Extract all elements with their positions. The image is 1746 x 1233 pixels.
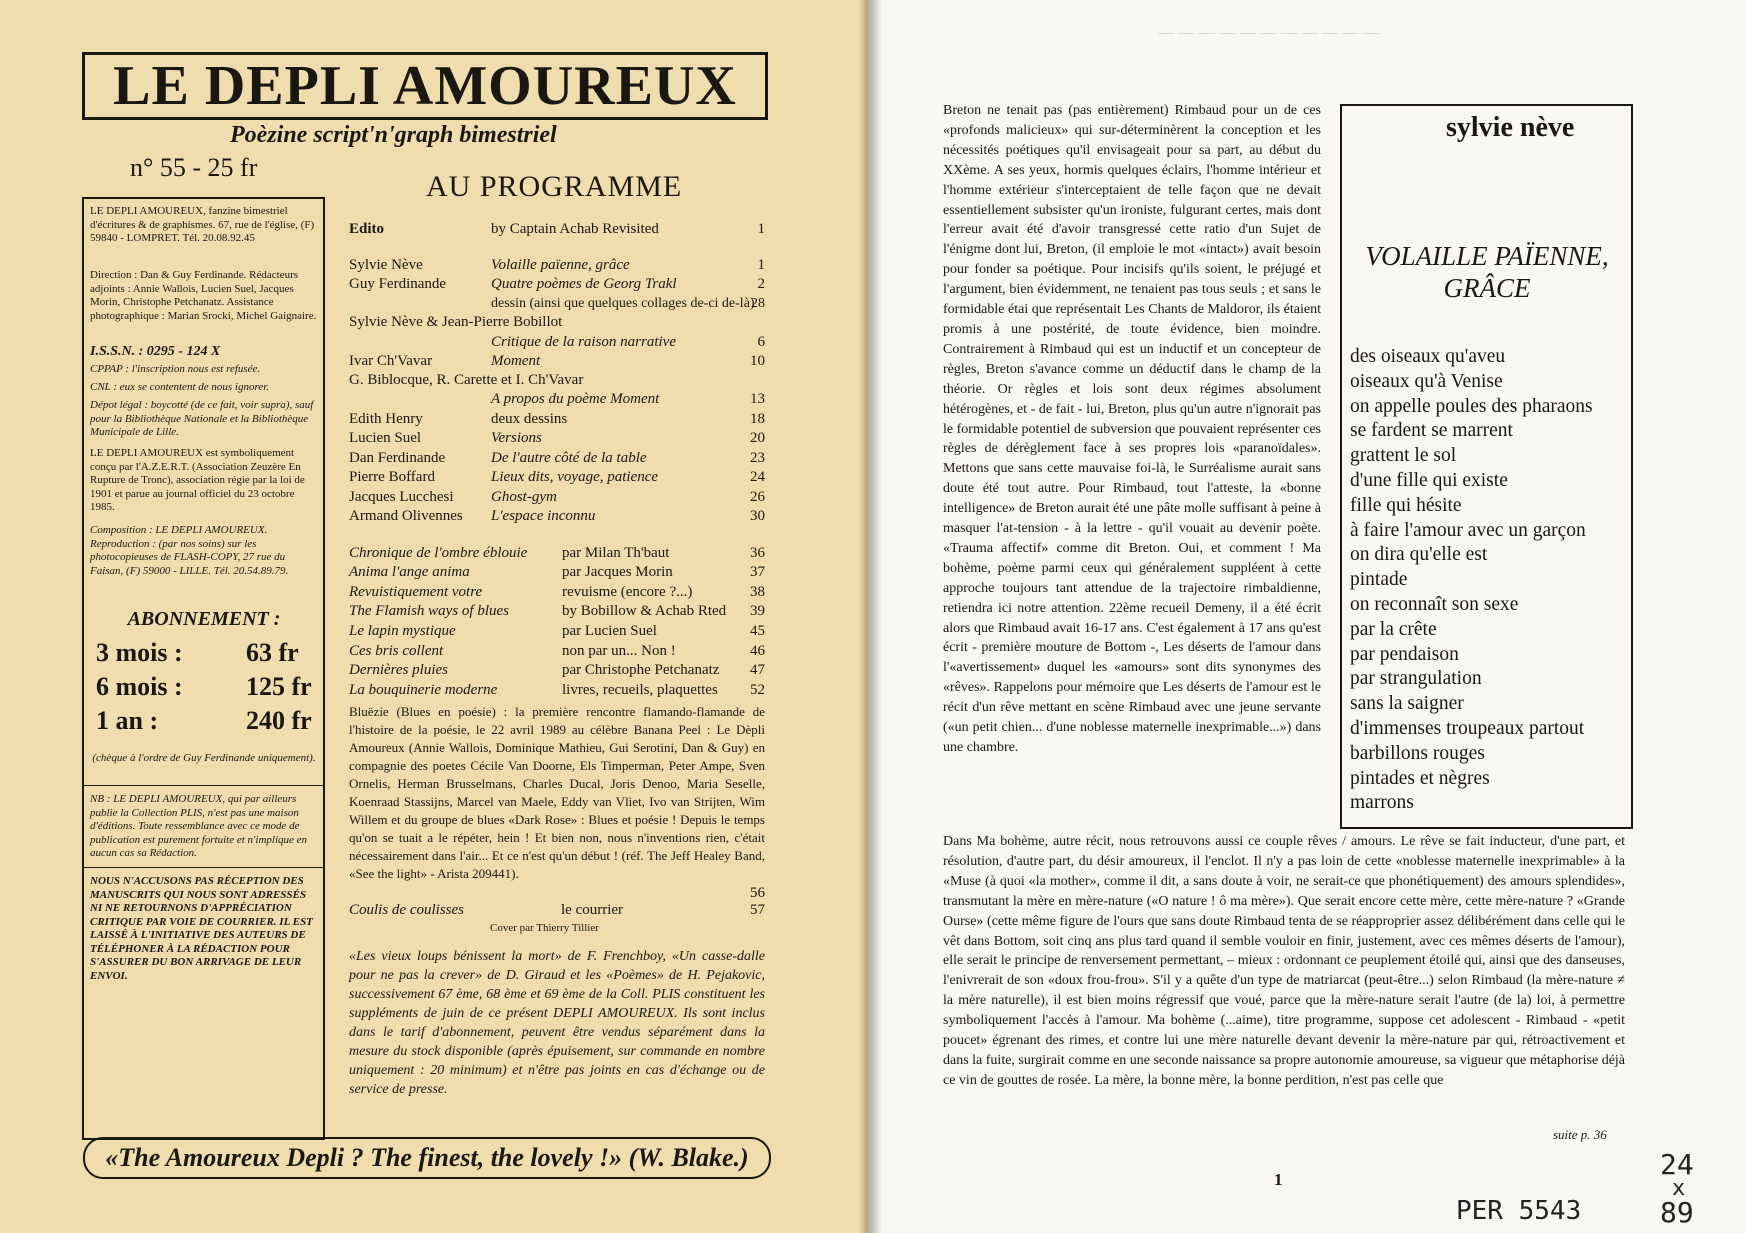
toc-page: 28 [751,296,765,311]
toc-page: 24 [750,469,765,485]
toc-title: Chronique de l'ombre éblouie [349,545,528,561]
toc-page: 45 [750,623,765,639]
toc-row [349,313,765,332]
toc-row [349,901,765,920]
toc-row [349,256,765,275]
toc-row [349,371,765,390]
issue-number: n° 55 - 25 fr [130,153,258,182]
poem-line: d'immenses troupeaux partout [1350,717,1585,739]
toc-author: Dan Ferdinande [349,450,446,466]
toc-page: 39 [750,603,765,619]
bluezie-text: Bluëzie (Blues en poésie) : la première rencontre flamando-flamande de l'histoire de la poésie, le 22 avril 1989 au célèbre Banana Peel : Le Dèpli Amoureux (Annie Wallois, Dominique Mathieu, Gui Serotini, Dan & Guy) en compagnie des poetes Cécile Van Doorne, Els Timperman, Peter Ampe, Sven Ornelis, Herman Brusselmans, Charles Ducal, Joris Denoo, Maria Seselle, Koenraad Stassijns, Marcel van Maele, Eddy van Vliet, Ivo van Strijten, Wim Willem et du groupe de blues «Dark Rose» : Blues et poésie ! Depuis le temps qu'on se tuait a le répéter, hein ! Et bien non, nous n'inventions rien, c'était nécessairement dans l'air... Et ce n'est qu'un début ! (réf. The Jeff Healey Band, «See the light» - Arista 209441). [349,704,765,881]
toc-page: 10 [750,353,765,369]
poem-line: on dira qu'elle est [1350,544,1488,566]
essay-column: Breton ne tenait pas (pas entièrement) Rimbaud pour un de ces «profonds malicieux» qui sur-déterminèrent la conception et les nécessités poétiques qu'il envisageait pour sa part, au début du XXème. A ses yeux, hormis quelques éclairs, l'homme intérieur et l'homme extérieur s'interceptaient de telle façon que ne devait essentiellement subsister qu'un ironiste, fulgurant certes, mais dont l'erreur avait été d'avoir transgressé cette ratio d'un Sujet de l'énigme dont lui, Breton, (il emploie le mot «intact») avait besoin pour fonder sa poétique. Pour incisifs qu'ils soient, le préjugé et l'argument, bien évidemment, ne tenaient pas tous seuls ; et sans le formidable étai que représentait Les Chants de Maldoror, ils étaient promis à une postérité, de toute évidence, bien moindre. Contrairement à Rimbaud qui est un inductif et un concepteur de règles, Breton s'avance comme un déductif dans le champ de la théorie. Or règles et lois sont deux régimes absolument hétérogènes, et - de fait - lui, Breton, plus qu'un autre n'ignorait pas le formidable potentiel de subversion que pouvaient représenter ces règles de dérèglement face à ses propres lois «paranoïdales». Mettons que sans cette mauvaise foi-là, le Surréalisme aurait sans doute été tout autre. Pour Rimbaud, tout l'atteste, la «bonne intelligence» de Breton aurait été une pâte molle suffisant à peine à masquer l'at-tension - à la lettre - qu'il vouait au devenir poète. «Trauma affectif» comme dit Breton. Oui, et comment ! Ma bohème, poème parmi ceux qui généralement suppléent à cette approche toujours tant attendue de la trajectoire rimbaldienne, retiendra ici notre attention. 22ème recueil Demeny, il a été écrit alors que Rimbaud avait 16-17 ans. C'est également à 17 ans qu'est écrit - première mouture de Bottom -, Les déserts de l'amour dans l'«avertissement» duquel les «amours» sont dits synonymes des «rêves». Rappelons pour mémoire que Les déserts de l'amour est le récit d'un rêve mettant en scène Rimbaud avec une jeune servante («un petit chien... d'une noblesse maternelle inexprimable...») dans une chambre. [943,103,1321,755]
toc-row [349,352,765,371]
toc-row [349,661,765,680]
toc-author: G. Biblocque, R. Carette et I. Ch'Vavar [349,372,584,388]
toc-page: 13 [750,391,765,407]
poem-line: on reconnaît son sexe [1350,593,1519,615]
toc-page: 52 [750,682,765,698]
toc-author: Edito [349,221,385,237]
poem-line: sans la saigner [1350,693,1464,715]
issn: I.S.S.N. : 0295 - 124 X [90,344,221,359]
poem-line: fille qui hésite [1350,494,1462,516]
price-term: 3 mois : [96,638,183,667]
toc-author: livres, recueils, plaquettes [562,682,718,698]
price-row [96,638,324,667]
symbol-text: LE DEPLI AMOUREUX est symboliquement conçu par l'A.Z.E.R.T. (Association Zeuzère En Rupture de Tronc), association régie par la loi de 1901 et parue au journal officiel du 23 octobre 1985. [90,447,305,513]
toc-title: Critique de la raison narrative [491,334,676,350]
toc-author: Edith Henry [349,411,423,427]
toc-row [349,602,765,621]
toc-row [349,333,765,352]
show-through: — — — — — — — — — — — [1158,22,1380,42]
poem-line: marrons [1350,792,1414,814]
poem-line: barbillons rouges [1350,742,1485,764]
toc-row [349,468,765,487]
toc-author: revuisme (encore ?...) [562,584,693,600]
toc-row [349,410,765,429]
toc-page: 37 [750,564,765,580]
toc-title: Moment [491,353,541,369]
poem-line: d'une fille qui existe [1350,469,1508,491]
essay-full-width: Dans Ma bohème, autre récit, nous retrouvons aussi ce couple rêves / amours. Le rêve se fait inducteur, d'une part, et résolution, d'autre part, du désir amoureux, il l'enclot. Il n'y a pas loin de cette «noblesse maternelle inexprimable» à la «Muse (à quoi «la mother», comme il dit, a sans doute à voir, ne serait-ce que phonétiquement) des amours splendides», transmutant la mère en mère-nature («O nature ! ô ma mère»). Que serait encore cette mère, cette mère-nature ? «Grande Ourse» (cette même figure de l'ours que sans doute Rimbaud tenta de se réapproprier assez délibérément dans celle qui le vêt dans Bottom, soit cinq ans plus tard quand il semble vouloir en finir, justement, avec ces mêmes déserts de l'amour), elle serait le principe de renversement permettant, – mieux : ordonnant ce peuplement étoilé qui, ainsi que des danseuses, l'enivrerait de son «doux frou-frou». S'il y a quête d'un type de matriarcat (peut-être...) selon Rimbaud (la mère-nature ≠ la mère naturelle), il est bien moins régressif que voué, parce que la mère-nature serait l'autre (de la) loi, à permettre symboliquement l'accès à l'amour. Ma bohème (...aime), titre programme, suppose cet adolescent - Rimbaud - «petit poucet» égrenant des rimes, et contre lui une mère naturelle devant devenir la mère-nature par qui, rétroactivement et dans la fuite, surgirait comme en une seconde naissance sa propre autonomie amoureuse, sa vigueur que métaphorise déjà ce vin de gouttes de rosée. La mère, la bonne mère, la bonne perdition, n'est pas celle que [943,834,1626,1088]
toc-page: 47 [750,662,765,678]
toc-row [349,275,765,294]
poem-title: VOLAILLE PAÏENNE, GRÂCE [1365,241,1609,303]
subscription-title: ABONNEMENT : [127,608,281,630]
info-direction: Direction : Dan & Guy Ferdinande. Rédacteurs adjoints : Annie Wallois, Lucien Suel, Jacques Morin, Christophe Petchanatz. Assistance photographique : Marian Srocki, Michel Gaignaire. [90,269,317,322]
toc-title: The Flamish ways of blues [349,603,509,619]
toc-author: par Lucien Suel [562,623,657,639]
toc-row [349,622,765,641]
toc-page: 2 [757,276,765,292]
price-value: 125 fr [246,672,312,701]
toc-row [349,220,765,239]
toc-author: Sylvie Nève [349,257,423,273]
supplements-text: «Les vieux loups bénissent la mort» de F. Frenchboy, «Un casse-dalle pour ne pas la crever» de D. Giraud et les «Poèmes» de H. Pejakovic, successivement 67 ème, 68 ème et 69 ème de la Coll. PLIS constituent les suppléments de juin de ce présent DEPLI AMOUREUX. Ils sont inclus dans le tarif d'abonnement, peuvent être vendus séparément dans la mesure du stock disponible (après épuisement, sur commande en nombre uniquement : 20 minimum) et n'être pas joints en cas d'échange ou de service de presse. [349,949,765,1097]
toc-author: par Jacques Morin [562,564,673,580]
left-page [0,0,868,1233]
price-term: 6 mois : [96,672,183,701]
info-box [82,197,325,1140]
toc-page: 30 [750,508,765,524]
toc-title: Ces bris collent [349,643,444,659]
poem-line: se fardent se marrent [1350,420,1513,442]
nb-note: NB : LE DEPLI AMOUREUX, qui par ailleurs publie la Collection PLIS, n'est pas une maison d'éditions. Toute ressemblance avec ce mode de publication est purement fortuite et n'implique en aucun cas sa Rédaction. [90,793,308,859]
price-row [96,672,324,701]
toc-page: 1 [757,257,765,273]
info-intro: LE DEPLI AMOUREUX, fanzine bimestriel d'écritures & de graphismes. 67, rue de l'église, (F) 59840 - LOMPRET. Tél. 20.08.92.45 [90,205,315,244]
toc-author: Sylvie Nève & Jean-Pierre Bobillot [349,314,563,330]
toc-page: 6 [757,334,765,350]
toc-author: Lucien Suel [349,430,422,446]
manuscript-warning: NOUS N'ACCUSONS PAS RÉCEPTION DES MANUSCRITS QUI NOUS SONT ADRESSÉS NI NE RETOURNONS D'APPRÉCIATION CRITIQUE PAR VOIE DE COURRIER. IL EST LAISSÉ À L'INITIATIVE DES AUTEURS DE TÉLÉPHONER À LA RÉDACTION POUR S'ASSURER DU BON ARRIVAGE DE LEUR ENVOI. [90,875,313,982]
toc-page: 57 [750,902,765,918]
toc-row [349,507,765,526]
poem-line: grattent le sol [1350,445,1457,467]
toc-author: le courrier [561,902,624,918]
depot-legal: Dépot légal : boycotté (de ce fait, voir supra), sauf pour la Bibliothèque Nationale et la Bibliothèque Municipale de Lille. [90,399,314,438]
poem-line: par strangulation [1350,668,1482,690]
toc-author: par Christophe Petchanatz [562,662,720,678]
toc-row [349,681,765,700]
spine-gutter [858,0,882,1233]
toc-page: 23 [750,450,765,466]
toc-author: by Bobillow & Achab Rted [562,603,727,619]
composition: Composition : LE DEPLI AMOUREUX. Reproduction : (par nos soins) sur les photocopieuses de FLASH-COPY, 27 rue du Faisan, (F) 59000 - LILLE. Tél. 20.54.89.79. [90,524,289,577]
toc-author: Pierre Boffard [349,469,435,485]
toc-row [349,642,765,661]
toc-page: 38 [750,584,765,600]
poem-line: oiseaux qu'à Venise [1350,370,1503,392]
toc-row [349,583,765,602]
price-value: 240 fr [246,706,312,735]
toc-title: by Captain Achab Revisited [491,221,659,237]
handwritten-number-top: 24 [1660,1148,1694,1181]
price-term: 1 an : [96,706,159,735]
toc-row [349,429,765,448]
toc-title: Lieux dits, voyage, patience [491,469,659,485]
page-number: 1 [1274,1170,1283,1189]
toc-row [349,488,765,507]
toc-page: 18 [750,411,765,427]
program-title: AU PROGRAMME [426,170,683,203]
toc-row [349,563,765,582]
toc-title: A propos du poème Moment [491,391,660,407]
toc-title: Anima l'ange anima [349,564,470,580]
continued-note: suite p. 36 [1553,1127,1607,1142]
handwritten-number-bottom: 89 [1660,1196,1694,1229]
toc-author: Guy Ferdinande [349,276,447,292]
toc-title: Coulis de coulisses [349,902,464,918]
toc-title: Volaille païenne, grâce [491,257,630,273]
toc-title: Dernières pluies [349,662,449,678]
poem-line: par pendaison [1350,643,1459,665]
cppap: CPPAP : l'inscription nous est refusée. [90,363,261,375]
toc-title: deux dessins [491,411,568,427]
toc-title: Ghost-gym [491,489,557,505]
masthead: LE DEPLI AMOUREUX [82,52,768,120]
toc-row [349,449,765,468]
toc-author: par Milan Th'baut [562,545,670,561]
toc-title: La bouquinerie moderne [349,682,498,698]
toc-author: non par un... Non ! [562,643,676,659]
cnl: CNL : eux se contentent de nous ignorer. [90,381,270,393]
toc-page: 1 [757,221,765,237]
poet-name: sylvie nève [1446,112,1575,143]
divider [84,867,323,868]
toc-title: De l'autre côté de la table [491,450,647,466]
toc-row [349,390,765,409]
toc-author: Ivar Ch'Vavar [349,353,433,369]
blake-quote: «The Amoureux Depli ? The finest, the lovely !» (W. Blake.) [83,1137,771,1179]
toc-page: 56 [750,885,765,901]
toc-page: 20 [750,430,765,446]
toc-title: Le lapin mystique [349,623,456,639]
poem-line: pintades et nègres [1350,767,1490,789]
cheque-note: (chèque à l'ordre de Guy Ferdinande uniquement). [92,752,316,764]
shelfmark: PER 5543 [1456,1196,1582,1226]
toc-author: Armand Olivennes [349,508,463,524]
toc-title: L'espace inconnu [491,508,596,524]
toc-title: Quatre poèmes de Georg Trakl [491,276,677,292]
poem-line: à faire l'amour avec un garçon [1350,519,1586,541]
tagline: Poèzine script'n'graph bimestriel [230,122,557,148]
poem-line: on appelle poules des pharaons [1350,395,1593,417]
toc-page: 36 [750,545,765,561]
toc-author: Jacques Lucchesi [349,489,454,505]
handwritten-x: x [1672,1176,1686,1201]
poem-line: par la crête [1350,618,1437,640]
toc-row [349,544,765,563]
price-value: 63 fr [246,638,299,667]
poem-line: pintade [1350,569,1408,591]
toc-title: Revuistiquement votre [349,584,483,600]
divider [84,785,323,786]
cover-credit: Cover par Thierry Tillier [490,922,599,934]
toc-page: 46 [750,643,765,659]
toc-page: 26 [750,489,765,505]
price-row [96,706,324,735]
toc-row [349,294,765,313]
poem-line: des oiseaux qu'aveu [1350,346,1506,367]
toc-title: Versions [491,430,542,446]
poem-body [1350,345,1630,816]
toc-title: dessin (ainsi que quelques collages de-ci de-là) [491,296,755,311]
